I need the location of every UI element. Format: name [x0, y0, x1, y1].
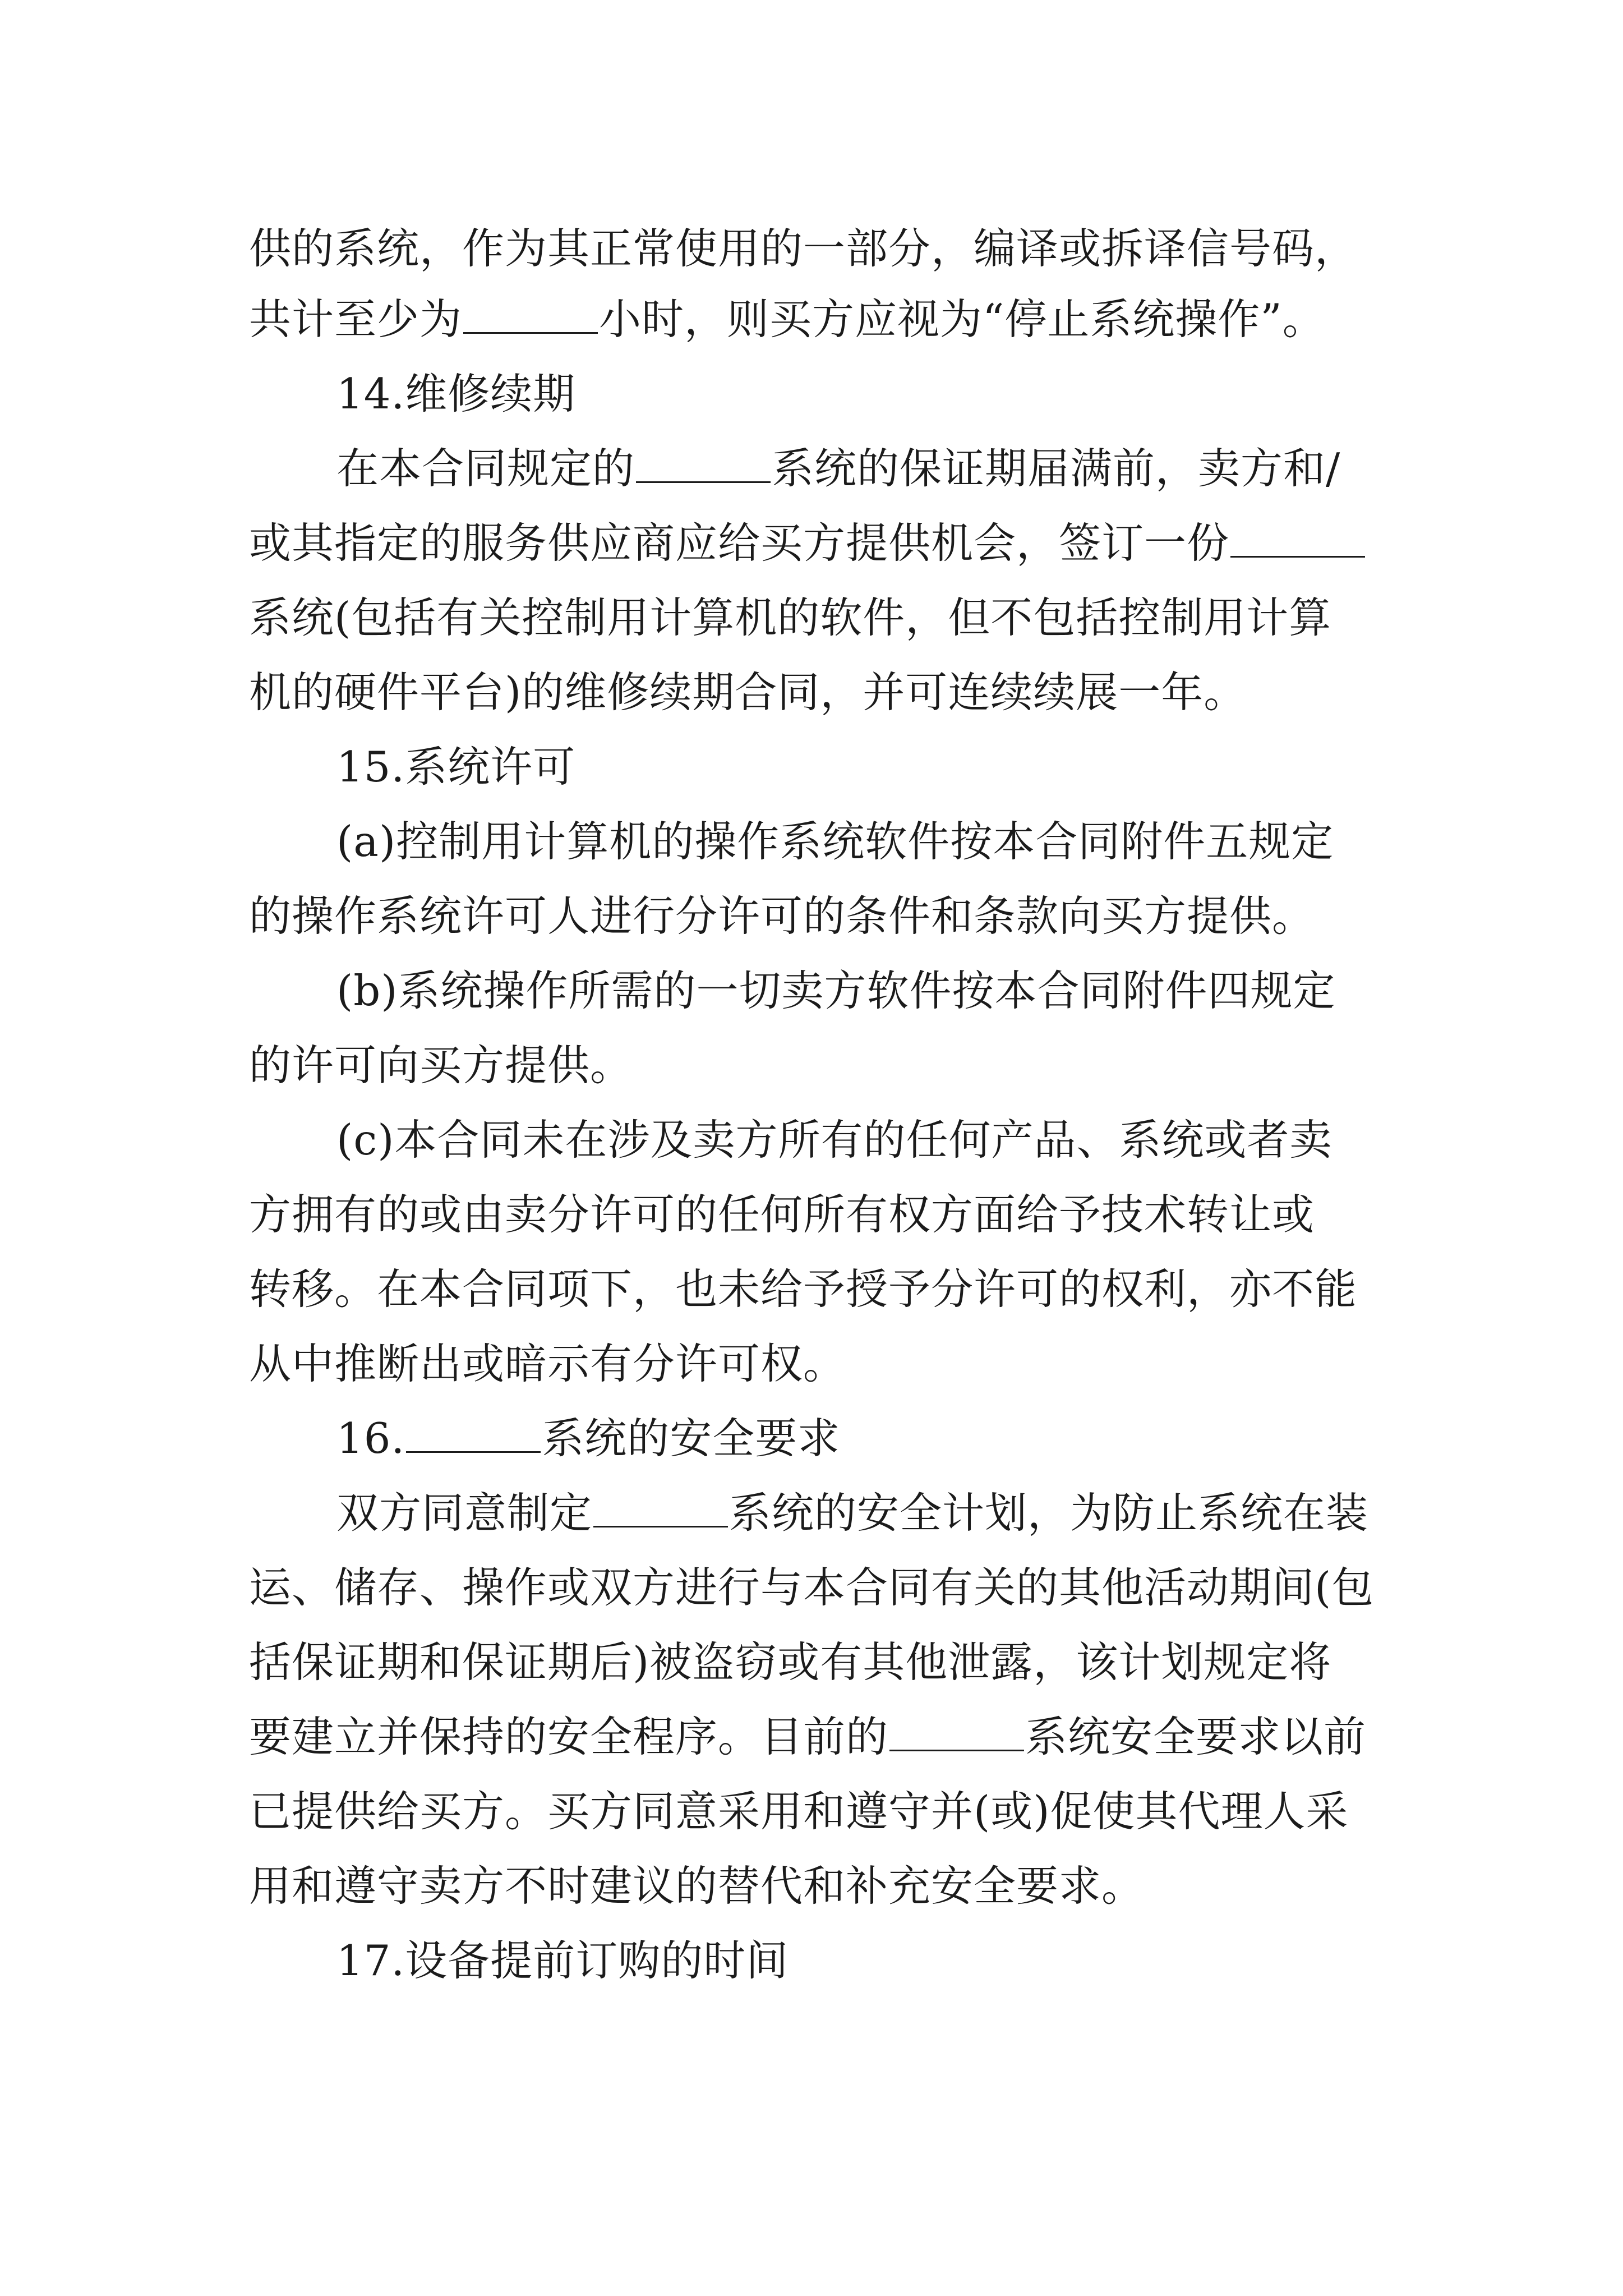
section-heading-text: 17.设备提前订购的时间	[336, 1936, 789, 1985]
text-fragment: 系统的保证期届满前，卖方和/	[772, 444, 1341, 493]
text-fragment: 供的系统，作为其正常使用的一部分，编译或拆译信号码，	[249, 224, 1358, 273]
text-fragment: 双方同意制定	[336, 1488, 593, 1538]
text-fragment: 机的硬件平台)的维修续期合同，并可连续续展一年。	[249, 668, 1247, 717]
text-line	[249, 1554, 1374, 1621]
fill-blank	[593, 1485, 728, 1527]
text-fragment: 系统的安全计划，为防止系统在装	[729, 1488, 1369, 1538]
text-fragment: 系统(包括有关控制用计算机的软件，但不包括控制用计算	[249, 593, 1332, 642]
section-heading	[336, 360, 575, 427]
text-line	[249, 1703, 1366, 1770]
section-heading-text: 15.系统许可	[336, 742, 576, 792]
text-line	[249, 215, 1357, 282]
text-fragment: 转移。在本合同项下，也未给予授予分许可的权利，亦不能	[249, 1264, 1358, 1314]
text-fragment: 的操作系统许可人进行分许可的条件和条款向买方提供。	[249, 891, 1315, 941]
text-line	[249, 659, 1246, 726]
text-line	[249, 1778, 1349, 1845]
text-line	[249, 882, 1315, 950]
text-line	[249, 509, 1366, 577]
section-heading-text: 16.	[336, 1414, 405, 1463]
text-line	[249, 584, 1331, 651]
text-fragment: (a)控制用计算机的操作系统软件按本合同附件五规定	[336, 817, 1334, 866]
text-fragment: 系统安全要求以前	[1025, 1712, 1367, 1761]
text-fragment: 共计至少为	[249, 295, 463, 344]
fill-blank	[463, 292, 598, 334]
text-line	[249, 1330, 846, 1397]
fill-blank	[406, 1411, 541, 1453]
text-line	[336, 435, 1340, 502]
fill-blank	[1230, 516, 1365, 558]
section-heading	[336, 1405, 840, 1472]
section-heading	[336, 1927, 789, 1994]
text-fragment: 要建立并保持的安全程序。目前的	[249, 1712, 889, 1761]
text-fragment: (b)系统操作所需的一切卖方软件按本合同附件四规定	[336, 966, 1336, 1015]
section-heading-text: 14.维修续期	[336, 369, 576, 418]
fill-blank	[636, 441, 771, 483]
text-line	[249, 1181, 1315, 1248]
text-fragment: 从中推断出或暗示有分许可权。	[249, 1339, 846, 1388]
text-fragment: 在本合同规定的	[336, 444, 635, 493]
text-fragment: 括保证期和保证期后)被盗窃或有其他泄露，该计划规定将	[249, 1637, 1332, 1687]
text-fragment: 的许可向买方提供。	[249, 1041, 633, 1090]
text-line	[249, 1852, 1144, 1920]
text-line	[249, 1628, 1331, 1696]
text-line	[336, 808, 1334, 875]
text-line	[336, 1479, 1368, 1547]
text-line	[249, 1255, 1357, 1323]
section-heading	[336, 733, 575, 800]
text-fragment: 小时，则买方应视为“停止系统操作”。	[599, 295, 1325, 344]
text-line	[249, 286, 1325, 353]
text-fragment: 用和遵守卖方不时建议的替代和补充安全要求。	[249, 1861, 1145, 1911]
text-fragment: 或其指定的服务供应商应给买方提供机会，签订一份	[249, 518, 1230, 568]
section-heading-text: 系统的安全要求	[542, 1414, 841, 1463]
text-line	[336, 1106, 1332, 1174]
text-fragment: 已提供给买方。买方同意采用和遵守并(或)促使其代理人采	[249, 1787, 1349, 1836]
fill-blank	[889, 1709, 1024, 1751]
text-line	[249, 1032, 633, 1099]
text-fragment: 运、储存、操作或双方进行与本合同有关的其他活动期间(包	[249, 1563, 1375, 1612]
text-line	[336, 957, 1336, 1024]
text-fragment: (c)本合同未在涉及卖方所有的任何产品、系统或者卖	[336, 1115, 1332, 1165]
text-fragment: 方拥有的或由卖分许可的任何所有权方面给予技术转让或	[249, 1190, 1315, 1239]
